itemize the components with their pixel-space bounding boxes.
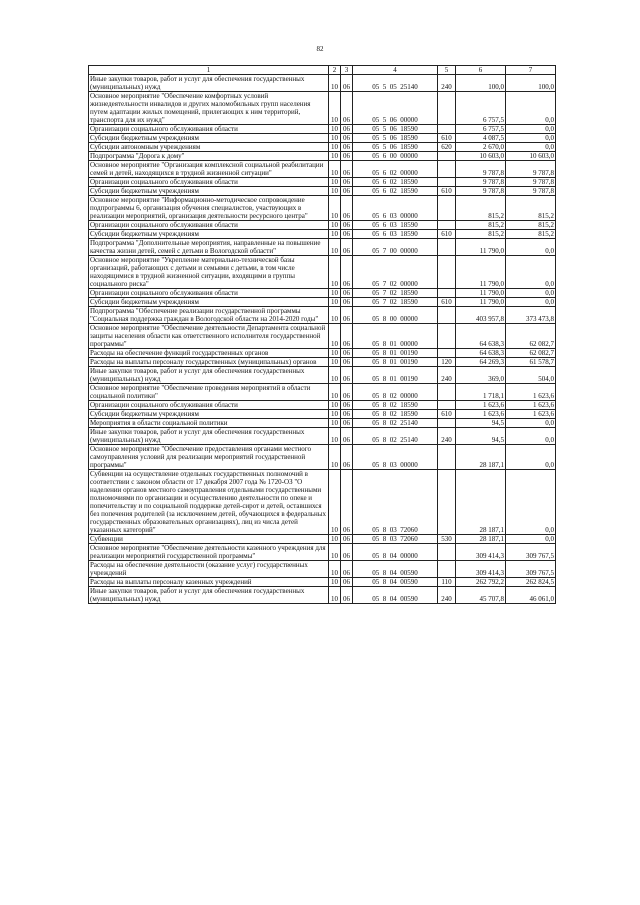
row-amount-year1-cell: 9 787,8 bbox=[456, 161, 506, 178]
row-expense-type-cell bbox=[438, 419, 456, 428]
row-subsection-cell: 06 bbox=[341, 428, 353, 445]
row-amount-year2-cell: 10 603,0 bbox=[506, 152, 556, 161]
row-target-code-cell: 05 5 06 18590 bbox=[353, 143, 438, 152]
row-section-cell: 10 bbox=[329, 161, 341, 178]
row-amount-year1-cell: 9 787,8 bbox=[456, 178, 506, 187]
row-expense-type-cell bbox=[438, 178, 456, 187]
table-row bbox=[89, 544, 556, 561]
row-name-cell: Расходы на обеспечение деятельности (оказание услуг) государственных учреждений bbox=[89, 561, 329, 578]
row-amount-year2-cell: 0,0 bbox=[506, 289, 556, 298]
table-row bbox=[89, 561, 556, 578]
page-number: 82 bbox=[316, 45, 324, 53]
row-subsection-cell: 06 bbox=[341, 324, 353, 349]
row-section-cell: 10 bbox=[329, 221, 341, 230]
row-expense-type-cell bbox=[438, 544, 456, 561]
table-row bbox=[89, 587, 556, 604]
row-section-cell: 10 bbox=[329, 561, 341, 578]
row-target-code-cell: 05 8 04 00000 bbox=[353, 544, 438, 561]
table-row bbox=[89, 470, 556, 535]
row-target-code-cell: 05 8 01 00190 bbox=[353, 367, 438, 384]
budget-table bbox=[88, 65, 556, 604]
row-amount-year2-cell: 0,0 bbox=[506, 239, 556, 256]
table-row bbox=[89, 358, 556, 367]
row-subsection-cell: 06 bbox=[341, 143, 353, 152]
row-section-cell: 10 bbox=[329, 152, 341, 161]
row-expense-type-cell: 120 bbox=[438, 358, 456, 367]
row-subsection-cell: 06 bbox=[341, 401, 353, 410]
row-amount-year1-cell: 11 790,0 bbox=[456, 298, 506, 307]
row-amount-year1-cell: 6 757,5 bbox=[456, 92, 506, 125]
row-amount-year2-cell: 0,0 bbox=[506, 419, 556, 428]
header-cell: 1 bbox=[89, 66, 329, 75]
row-subsection-cell: 06 bbox=[341, 349, 353, 358]
table-row bbox=[89, 535, 556, 544]
table-row bbox=[89, 75, 556, 92]
row-expense-type-cell: 530 bbox=[438, 535, 456, 544]
row-target-code-cell: 05 8 02 25140 bbox=[353, 428, 438, 445]
row-name-cell: Субсидии бюджетным учреждениям bbox=[89, 298, 329, 307]
row-section-cell: 10 bbox=[329, 401, 341, 410]
row-target-code-cell: 05 8 04 00590 bbox=[353, 561, 438, 578]
row-name-cell: Расходы на выплаты персоналу казенных учреждений bbox=[89, 578, 329, 587]
row-expense-type-cell: 240 bbox=[438, 587, 456, 604]
row-amount-year2-cell: 373 473,8 bbox=[506, 307, 556, 324]
row-amount-year1-cell: 28 187,1 bbox=[456, 535, 506, 544]
row-expense-type-cell bbox=[438, 470, 456, 535]
row-amount-year2-cell: 504,0 bbox=[506, 367, 556, 384]
table-row bbox=[89, 92, 556, 125]
row-amount-year1-cell: 10 603,0 bbox=[456, 152, 506, 161]
table-row bbox=[89, 349, 556, 358]
table-row bbox=[89, 367, 556, 384]
row-target-code-cell: 05 7 02 18590 bbox=[353, 289, 438, 298]
table-row bbox=[89, 221, 556, 230]
row-name-cell: Расходы на обеспечение функций государственных органов bbox=[89, 349, 329, 358]
row-amount-year1-cell: 11 790,0 bbox=[456, 289, 506, 298]
row-target-code-cell: 05 5 06 00000 bbox=[353, 92, 438, 125]
row-amount-year1-cell: 11 790,0 bbox=[456, 256, 506, 289]
row-amount-year1-cell: 4 087,5 bbox=[456, 134, 506, 143]
row-section-cell: 10 bbox=[329, 230, 341, 239]
table-row bbox=[89, 401, 556, 410]
row-amount-year2-cell: 62 082,7 bbox=[506, 324, 556, 349]
row-amount-year1-cell: 1 718,1 bbox=[456, 384, 506, 401]
row-amount-year2-cell: 62 082,7 bbox=[506, 349, 556, 358]
row-amount-year1-cell: 94,5 bbox=[456, 428, 506, 445]
row-name-cell: Организации социального обслуживания области bbox=[89, 125, 329, 134]
row-subsection-cell: 06 bbox=[341, 367, 353, 384]
row-name-cell: Основное мероприятие "Обеспечение предоставления органами местного самоуправления условий для реализации мероприятий государственной программы" bbox=[89, 445, 329, 470]
row-amount-year2-cell: 0,0 bbox=[506, 428, 556, 445]
row-section-cell: 10 bbox=[329, 544, 341, 561]
row-target-code-cell: 05 8 01 00000 bbox=[353, 324, 438, 349]
row-subsection-cell: 06 bbox=[341, 470, 353, 535]
row-name-cell: Субсидии бюджетным учреждениям bbox=[89, 230, 329, 239]
row-subsection-cell: 06 bbox=[341, 134, 353, 143]
row-amount-year1-cell: 309 414,3 bbox=[456, 561, 506, 578]
row-subsection-cell: 06 bbox=[341, 410, 353, 419]
row-name-cell: Основное мероприятие "Обеспечение комфортных условий жизнедеятельности инвалидов и других маломобильных групп населения путем адаптации жилых помещений, прилегающих к ним территорий, транспорта для их нужд" bbox=[89, 92, 329, 125]
row-target-code-cell: 05 5 05 25140 bbox=[353, 75, 438, 92]
row-expense-type-cell bbox=[438, 239, 456, 256]
row-subsection-cell: 06 bbox=[341, 289, 353, 298]
row-amount-year1-cell: 262 792,2 bbox=[456, 578, 506, 587]
row-target-code-cell: 05 6 02 00000 bbox=[353, 161, 438, 178]
row-section-cell: 10 bbox=[329, 298, 341, 307]
row-name-cell: Организации социального обслуживания области bbox=[89, 221, 329, 230]
row-section-cell: 10 bbox=[329, 256, 341, 289]
table-row bbox=[89, 289, 556, 298]
row-name-cell: Иные закупки товаров, работ и услуг для обеспечения государственных (муниципальных) нужд bbox=[89, 428, 329, 445]
row-amount-year2-cell: 309 767,5 bbox=[506, 544, 556, 561]
row-name-cell: Основное мероприятие "Обеспечение деятельности Департамента социальной защиты населения области как ответственного исполнителя государственной программы" bbox=[89, 324, 329, 349]
table-row bbox=[89, 578, 556, 587]
row-section-cell: 10 bbox=[329, 535, 341, 544]
row-amount-year2-cell: 1 623,6 bbox=[506, 410, 556, 419]
row-subsection-cell: 06 bbox=[341, 544, 353, 561]
row-expense-type-cell bbox=[438, 196, 456, 221]
row-target-code-cell: 05 8 01 00190 bbox=[353, 349, 438, 358]
row-amount-year2-cell: 262 824,5 bbox=[506, 578, 556, 587]
row-amount-year2-cell: 0,0 bbox=[506, 535, 556, 544]
row-amount-year1-cell: 6 757,5 bbox=[456, 125, 506, 134]
table-row bbox=[89, 307, 556, 324]
table-row bbox=[89, 445, 556, 470]
row-expense-type-cell: 240 bbox=[438, 75, 456, 92]
table-header-row bbox=[89, 66, 556, 75]
row-expense-type-cell bbox=[438, 152, 456, 161]
row-target-code-cell: 05 6 03 18590 bbox=[353, 221, 438, 230]
row-section-cell: 10 bbox=[329, 196, 341, 221]
row-amount-year1-cell: 9 787,8 bbox=[456, 187, 506, 196]
table-row bbox=[89, 324, 556, 349]
row-name-cell: Организации социального обслуживания области bbox=[89, 289, 329, 298]
row-expense-type-cell: 620 bbox=[438, 143, 456, 152]
row-amount-year1-cell: 815,2 bbox=[456, 221, 506, 230]
row-name-cell: Иные закупки товаров, работ и услуг для обеспечения государственных (муниципальных) нужд bbox=[89, 587, 329, 604]
row-amount-year2-cell: 9 787,8 bbox=[506, 161, 556, 178]
row-name-cell: Организации социального обслуживания области bbox=[89, 178, 329, 187]
row-target-code-cell: 05 6 02 18590 bbox=[353, 178, 438, 187]
row-amount-year1-cell: 2 670,0 bbox=[456, 143, 506, 152]
row-amount-year2-cell: 1 623,6 bbox=[506, 401, 556, 410]
row-target-code-cell: 05 8 03 72060 bbox=[353, 535, 438, 544]
row-target-code-cell: 05 8 03 72060 bbox=[353, 470, 438, 535]
row-target-code-cell: 05 8 02 18590 bbox=[353, 410, 438, 419]
row-subsection-cell: 06 bbox=[341, 221, 353, 230]
row-name-cell: Субвенции bbox=[89, 535, 329, 544]
row-target-code-cell: 05 8 04 00590 bbox=[353, 587, 438, 604]
row-expense-type-cell bbox=[438, 445, 456, 470]
row-expense-type-cell bbox=[438, 125, 456, 134]
row-subsection-cell: 06 bbox=[341, 187, 353, 196]
row-section-cell: 10 bbox=[329, 367, 341, 384]
row-subsection-cell: 06 bbox=[341, 384, 353, 401]
row-section-cell: 10 bbox=[329, 92, 341, 125]
row-amount-year2-cell: 0,0 bbox=[506, 445, 556, 470]
row-amount-year1-cell: 28 187,1 bbox=[456, 470, 506, 535]
row-target-code-cell: 05 5 06 18590 bbox=[353, 134, 438, 143]
row-amount-year1-cell: 1 623,6 bbox=[456, 401, 506, 410]
row-expense-type-cell bbox=[438, 349, 456, 358]
row-amount-year2-cell: 61 578,7 bbox=[506, 358, 556, 367]
row-expense-type-cell bbox=[438, 92, 456, 125]
row-target-code-cell: 05 6 03 00000 bbox=[353, 196, 438, 221]
row-section-cell: 10 bbox=[329, 134, 341, 143]
row-name-cell: Основное мероприятие "Укрепление материально-технической базы организаций, работающих с детьми и семьями с детьми, в том числе находящимися в трудной жизненной ситуации, входящими в группы социального риска" bbox=[89, 256, 329, 289]
header-cell: 2 bbox=[329, 66, 341, 75]
row-name-cell: Основное мероприятие "Организация комплексной социальной реабилитации семей и детей, находящихся в трудной жизненной ситуации" bbox=[89, 161, 329, 178]
row-amount-year1-cell: 100,0 bbox=[456, 75, 506, 92]
row-name-cell: Субсидии бюджетным учреждениям bbox=[89, 187, 329, 196]
row-section-cell: 10 bbox=[329, 428, 341, 445]
row-name-cell: Иные закупки товаров, работ и услуг для обеспечения государственных (муниципальных) нужд bbox=[89, 75, 329, 92]
row-subsection-cell: 06 bbox=[341, 152, 353, 161]
row-target-code-cell: 05 7 00 00000 bbox=[353, 239, 438, 256]
row-amount-year2-cell: 0,0 bbox=[506, 134, 556, 143]
row-name-cell: Иные закупки товаров, работ и услуг для обеспечения государственных (муниципальных) нужд bbox=[89, 367, 329, 384]
row-expense-type-cell: 610 bbox=[438, 187, 456, 196]
row-name-cell: Организации социального обслуживания области bbox=[89, 401, 329, 410]
row-subsection-cell: 06 bbox=[341, 196, 353, 221]
row-amount-year2-cell: 100,0 bbox=[506, 75, 556, 92]
row-expense-type-cell: 610 bbox=[438, 410, 456, 419]
row-target-code-cell: 05 5 06 18590 bbox=[353, 125, 438, 134]
row-section-cell: 10 bbox=[329, 587, 341, 604]
row-name-cell: Подпрограмма "Обеспечение реализации государственной программы "Социальная поддержка граждан в Вологодской области на 2014-2020 годы" bbox=[89, 307, 329, 324]
table-row bbox=[89, 256, 556, 289]
row-amount-year1-cell: 64 269,3 bbox=[456, 358, 506, 367]
row-name-cell: Расходы на выплаты персоналу государственных (муниципальных) органов bbox=[89, 358, 329, 367]
row-target-code-cell: 05 6 02 18590 bbox=[353, 187, 438, 196]
row-expense-type-cell bbox=[438, 401, 456, 410]
header-cell: 3 bbox=[341, 66, 353, 75]
table-row bbox=[89, 196, 556, 221]
row-amount-year2-cell: 0,0 bbox=[506, 143, 556, 152]
table-row bbox=[89, 143, 556, 152]
row-subsection-cell: 06 bbox=[341, 178, 353, 187]
row-name-cell: Подпрограмма "Дорога к дому" bbox=[89, 152, 329, 161]
row-amount-year2-cell: 309 767,5 bbox=[506, 561, 556, 578]
row-target-code-cell: 05 8 03 00000 bbox=[353, 445, 438, 470]
row-amount-year1-cell: 309 414,3 bbox=[456, 544, 506, 561]
table-row bbox=[89, 428, 556, 445]
row-section-cell: 10 bbox=[329, 239, 341, 256]
row-section-cell: 10 bbox=[329, 178, 341, 187]
row-amount-year2-cell: 0,0 bbox=[506, 470, 556, 535]
row-expense-type-cell: 610 bbox=[438, 134, 456, 143]
row-name-cell: Субвенции на осуществление отдельных государственных полномочий в соответствии с законом области от 17 декабря 2007 года № 1720-ОЗ "О наделении органов местного самоуправления отдельными государственными полномочиями по организации и осуществлению деятельности по опеке и попечительству и по социальной поддержке детей-сирот и детей, оставшихся без попечения родителей (за исключением детей, обучающихся в федеральных государственных образовательных организациях), лиц из числа детей указанных категорий" bbox=[89, 470, 329, 535]
row-target-code-cell: 05 8 02 25140 bbox=[353, 419, 438, 428]
row-subsection-cell: 06 bbox=[341, 239, 353, 256]
row-section-cell: 10 bbox=[329, 578, 341, 587]
row-amount-year1-cell: 94,5 bbox=[456, 419, 506, 428]
row-section-cell: 10 bbox=[329, 410, 341, 419]
row-target-code-cell: 05 8 02 00000 bbox=[353, 384, 438, 401]
row-amount-year1-cell: 403 957,8 bbox=[456, 307, 506, 324]
table-row bbox=[89, 419, 556, 428]
table-row bbox=[89, 178, 556, 187]
row-amount-year2-cell: 9 787,8 bbox=[506, 187, 556, 196]
row-subsection-cell: 06 bbox=[341, 230, 353, 239]
table-row bbox=[89, 384, 556, 401]
row-expense-type-cell bbox=[438, 289, 456, 298]
row-subsection-cell: 06 bbox=[341, 561, 353, 578]
row-expense-type-cell bbox=[438, 324, 456, 349]
row-subsection-cell: 06 bbox=[341, 125, 353, 134]
row-amount-year1-cell: 28 187,1 bbox=[456, 445, 506, 470]
row-expense-type-cell bbox=[438, 384, 456, 401]
row-expense-type-cell: 110 bbox=[438, 578, 456, 587]
row-section-cell: 10 bbox=[329, 307, 341, 324]
table-row bbox=[89, 410, 556, 419]
row-amount-year1-cell: 11 790,0 bbox=[456, 239, 506, 256]
row-expense-type-cell bbox=[438, 221, 456, 230]
row-amount-year1-cell: 45 707,8 bbox=[456, 587, 506, 604]
row-section-cell: 10 bbox=[329, 75, 341, 92]
table-row bbox=[89, 161, 556, 178]
row-name-cell: Мероприятия в области социальной политики bbox=[89, 419, 329, 428]
row-section-cell: 10 bbox=[329, 470, 341, 535]
row-section-cell: 10 bbox=[329, 324, 341, 349]
row-section-cell: 10 bbox=[329, 445, 341, 470]
header-cell: 7 bbox=[506, 66, 556, 75]
row-amount-year2-cell: 0,0 bbox=[506, 125, 556, 134]
row-target-code-cell: 05 6 00 00000 bbox=[353, 152, 438, 161]
table-row bbox=[89, 239, 556, 256]
row-expense-type-cell: 240 bbox=[438, 428, 456, 445]
row-section-cell: 10 bbox=[329, 358, 341, 367]
row-target-code-cell: 05 7 02 18590 bbox=[353, 298, 438, 307]
row-expense-type-cell bbox=[438, 561, 456, 578]
table-row bbox=[89, 125, 556, 134]
row-subsection-cell: 06 bbox=[341, 256, 353, 289]
row-subsection-cell: 06 bbox=[341, 307, 353, 324]
table-row bbox=[89, 134, 556, 143]
row-section-cell: 10 bbox=[329, 349, 341, 358]
row-amount-year2-cell: 815,2 bbox=[506, 221, 556, 230]
row-target-code-cell: 05 8 02 18590 bbox=[353, 401, 438, 410]
row-subsection-cell: 06 bbox=[341, 419, 353, 428]
row-amount-year2-cell: 0,0 bbox=[506, 256, 556, 289]
row-target-code-cell: 05 6 03 18590 bbox=[353, 230, 438, 239]
row-expense-type-cell bbox=[438, 161, 456, 178]
row-subsection-cell: 06 bbox=[341, 358, 353, 367]
header-cell: 6 bbox=[456, 66, 506, 75]
table-row bbox=[89, 230, 556, 239]
row-amount-year2-cell: 9 787,8 bbox=[506, 178, 556, 187]
row-amount-year1-cell: 815,2 bbox=[456, 196, 506, 221]
row-amount-year2-cell: 815,2 bbox=[506, 230, 556, 239]
row-amount-year2-cell: 815,2 bbox=[506, 196, 556, 221]
row-expense-type-cell bbox=[438, 256, 456, 289]
row-section-cell: 10 bbox=[329, 384, 341, 401]
row-section-cell: 10 bbox=[329, 125, 341, 134]
row-subsection-cell: 06 bbox=[341, 75, 353, 92]
row-amount-year1-cell: 369,0 bbox=[456, 367, 506, 384]
row-amount-year1-cell: 1 623,6 bbox=[456, 410, 506, 419]
row-name-cell: Основное мероприятие "Обеспечение проведения мероприятий в области социальной политики" bbox=[89, 384, 329, 401]
row-target-code-cell: 05 7 02 00000 bbox=[353, 256, 438, 289]
row-subsection-cell: 06 bbox=[341, 92, 353, 125]
row-subsection-cell: 06 bbox=[341, 161, 353, 178]
row-section-cell: 10 bbox=[329, 187, 341, 196]
row-subsection-cell: 06 bbox=[341, 535, 353, 544]
row-expense-type-cell: 240 bbox=[438, 367, 456, 384]
row-name-cell: Основное мероприятие "Информационно-методическое сопровождение подпрограммы 6, организация обучения специалистов, участвующих в реализации мероприятий, организация деятельности ресурсного центра" bbox=[89, 196, 329, 221]
table-row bbox=[89, 298, 556, 307]
row-expense-type-cell bbox=[438, 307, 456, 324]
row-section-cell: 10 bbox=[329, 143, 341, 152]
row-amount-year2-cell: 0,0 bbox=[506, 92, 556, 125]
table-row bbox=[89, 152, 556, 161]
row-amount-year2-cell: 1 623,6 bbox=[506, 384, 556, 401]
row-subsection-cell: 06 bbox=[341, 445, 353, 470]
row-amount-year1-cell: 64 638,3 bbox=[456, 349, 506, 358]
row-section-cell: 10 bbox=[329, 289, 341, 298]
row-name-cell: Основное мероприятие "Обеспечение деятельности казенного учреждения для реализации мероприятий государственной программы" bbox=[89, 544, 329, 561]
row-amount-year2-cell: 0,0 bbox=[506, 298, 556, 307]
row-subsection-cell: 06 bbox=[341, 578, 353, 587]
row-name-cell: Субсидии бюджетным учреждениям bbox=[89, 410, 329, 419]
row-amount-year1-cell: 64 638,3 bbox=[456, 324, 506, 349]
row-target-code-cell: 05 8 04 00590 bbox=[353, 578, 438, 587]
table-row bbox=[89, 187, 556, 196]
row-subsection-cell: 06 bbox=[341, 298, 353, 307]
row-section-cell: 10 bbox=[329, 419, 341, 428]
header-cell: 4 bbox=[353, 66, 438, 75]
row-name-cell: Субсидии автономным учреждениям bbox=[89, 143, 329, 152]
header-cell: 5 bbox=[438, 66, 456, 75]
row-amount-year2-cell: 46 061,0 bbox=[506, 587, 556, 604]
row-subsection-cell: 06 bbox=[341, 587, 353, 604]
row-expense-type-cell: 610 bbox=[438, 230, 456, 239]
row-expense-type-cell: 610 bbox=[438, 298, 456, 307]
row-target-code-cell: 05 8 00 00000 bbox=[353, 307, 438, 324]
row-name-cell: Субсидии бюджетным учреждениям bbox=[89, 134, 329, 143]
row-amount-year1-cell: 815,2 bbox=[456, 230, 506, 239]
row-name-cell: Подпрограмма "Дополнительные мероприятия, направленные на повышение качества жизни детей, семей с детьми в Вологодской области" bbox=[89, 239, 329, 256]
row-target-code-cell: 05 8 01 00190 bbox=[353, 358, 438, 367]
